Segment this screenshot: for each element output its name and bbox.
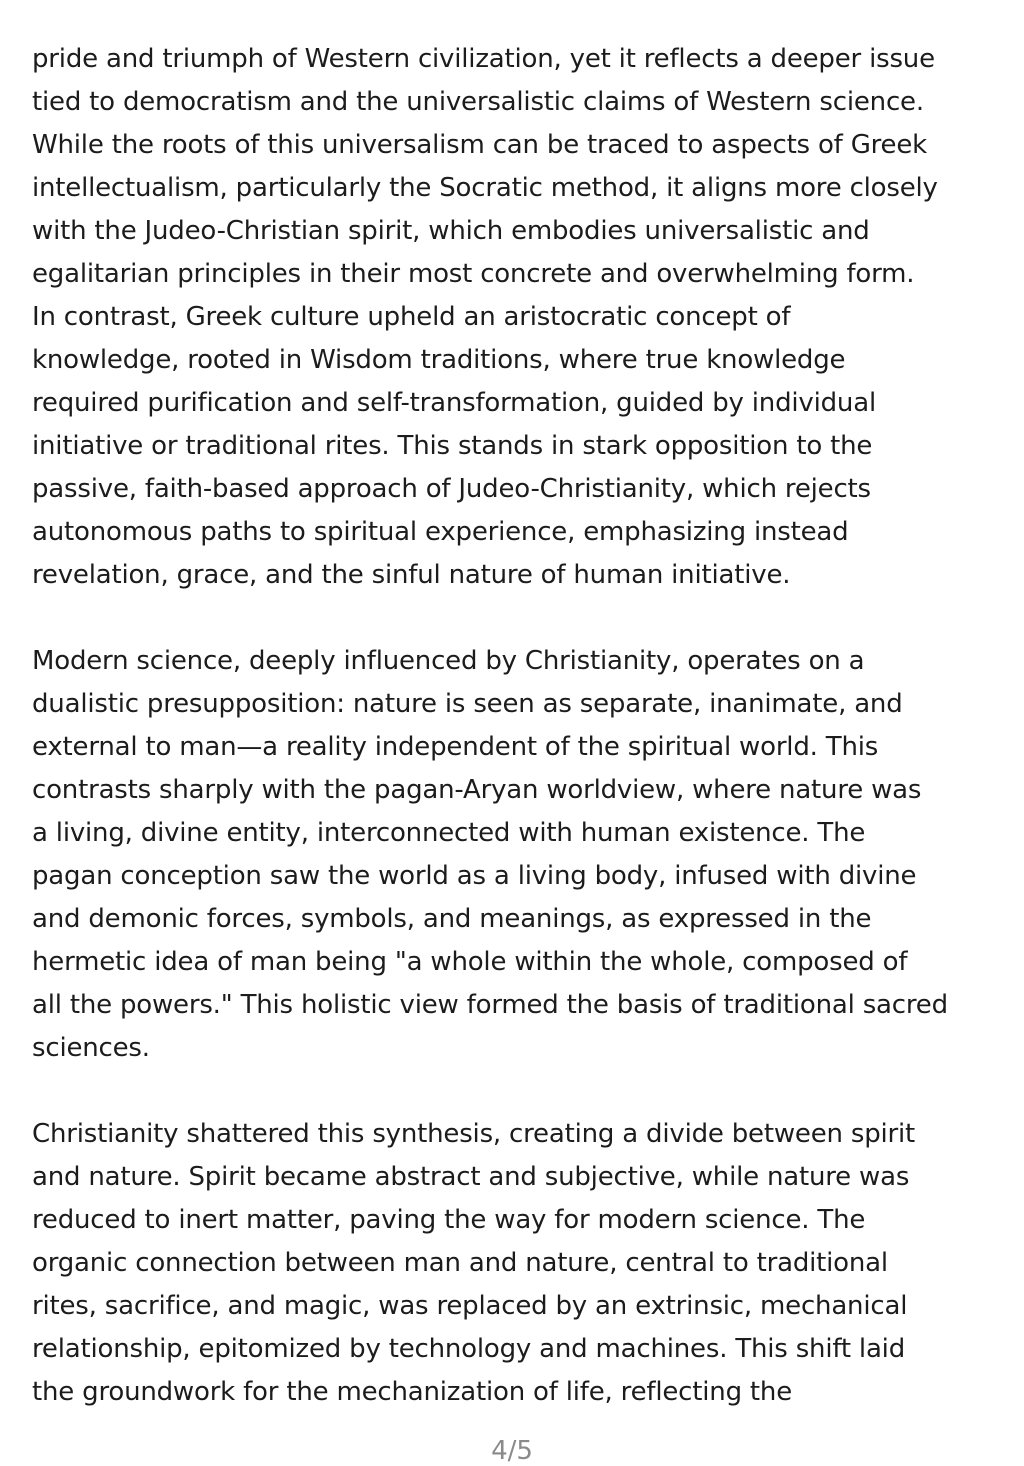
text-line: pagan conception saw the world as a living body, infused with divine [32,861,917,891]
text-line: knowledge, rooted in Wisdom traditions, where true knowledge [32,345,846,375]
text-line: the groundwork for the mechanization of life, reflecting the [32,1377,793,1407]
text-line: Christianity shattered this synthesis, creating a divide between spirit [32,1119,916,1149]
text-line: a living, divine entity, interconnected with human existence. The [32,818,866,848]
text-line: all the powers." This holistic view formed the basis of traditional sacred [32,990,948,1020]
text-line: intellectualism, particularly the Socratic method, it aligns more closely [32,173,938,203]
text-line: autonomous paths to spiritual experience, emphasizing instead [32,517,849,547]
text-line: egalitarian principles in their most concrete and overwhelming form. [32,259,915,289]
text-line: Modern science, deeply influenced by Christianity, operates on a [32,646,865,676]
paragraph [32,1113,1000,1414]
text-line: revelation, grace, and the sinful nature of human initiative. [32,560,791,590]
text-line: tied to democratism and the universalistic claims of Western science. [32,87,924,117]
text-line: organic connection between man and nature, central to traditional [32,1248,888,1278]
page-indicator: 4/5 [491,1436,533,1466]
text-line: relationship, epitomized by technology and machines. This shift laid [32,1334,906,1364]
text-line: initiative or traditional rites. This stands in stark opposition to the [32,431,873,461]
text-line: hermetic idea of man being "a whole within the whole, composed of [32,947,908,977]
text-line: and demonic forces, symbols, and meanings, as expressed in the [32,904,872,934]
text-line: required purification and self-transformation, guided by individual [32,388,876,418]
text-line: sciences. [32,1033,150,1063]
text-line: external to man—a reality independent of the spiritual world. This [32,732,879,762]
text-line: pride and triumph of Western civilization, yet it reflects a deeper issue [32,44,935,74]
paragraph [32,640,1000,1070]
text-line: and nature. Spirit became abstract and subjective, while nature was [32,1162,910,1192]
text-line: passive, faith-based approach of Judeo-Christianity, which rejects [32,474,871,504]
text-line: While the roots of this universalism can be traced to aspects of Greek [32,130,928,160]
paragraph [32,38,1000,597]
text-line: contrasts sharply with the pagan-Aryan worldview, where nature was [32,775,922,805]
text-line: reduced to inert matter, paving the way for modern science. The [32,1205,866,1235]
text-line: dualistic presupposition: nature is seen as separate, inanimate, and [32,689,903,719]
text-line: In contrast, Greek culture upheld an aristocratic concept of [32,302,791,332]
text-line: rites, sacrifice, and magic, was replaced by an extrinsic, mechanical [32,1291,908,1321]
text-line: with the Judeo-Christian spirit, which embodies universalistic and [32,216,870,246]
document-body [32,38,1000,1414]
